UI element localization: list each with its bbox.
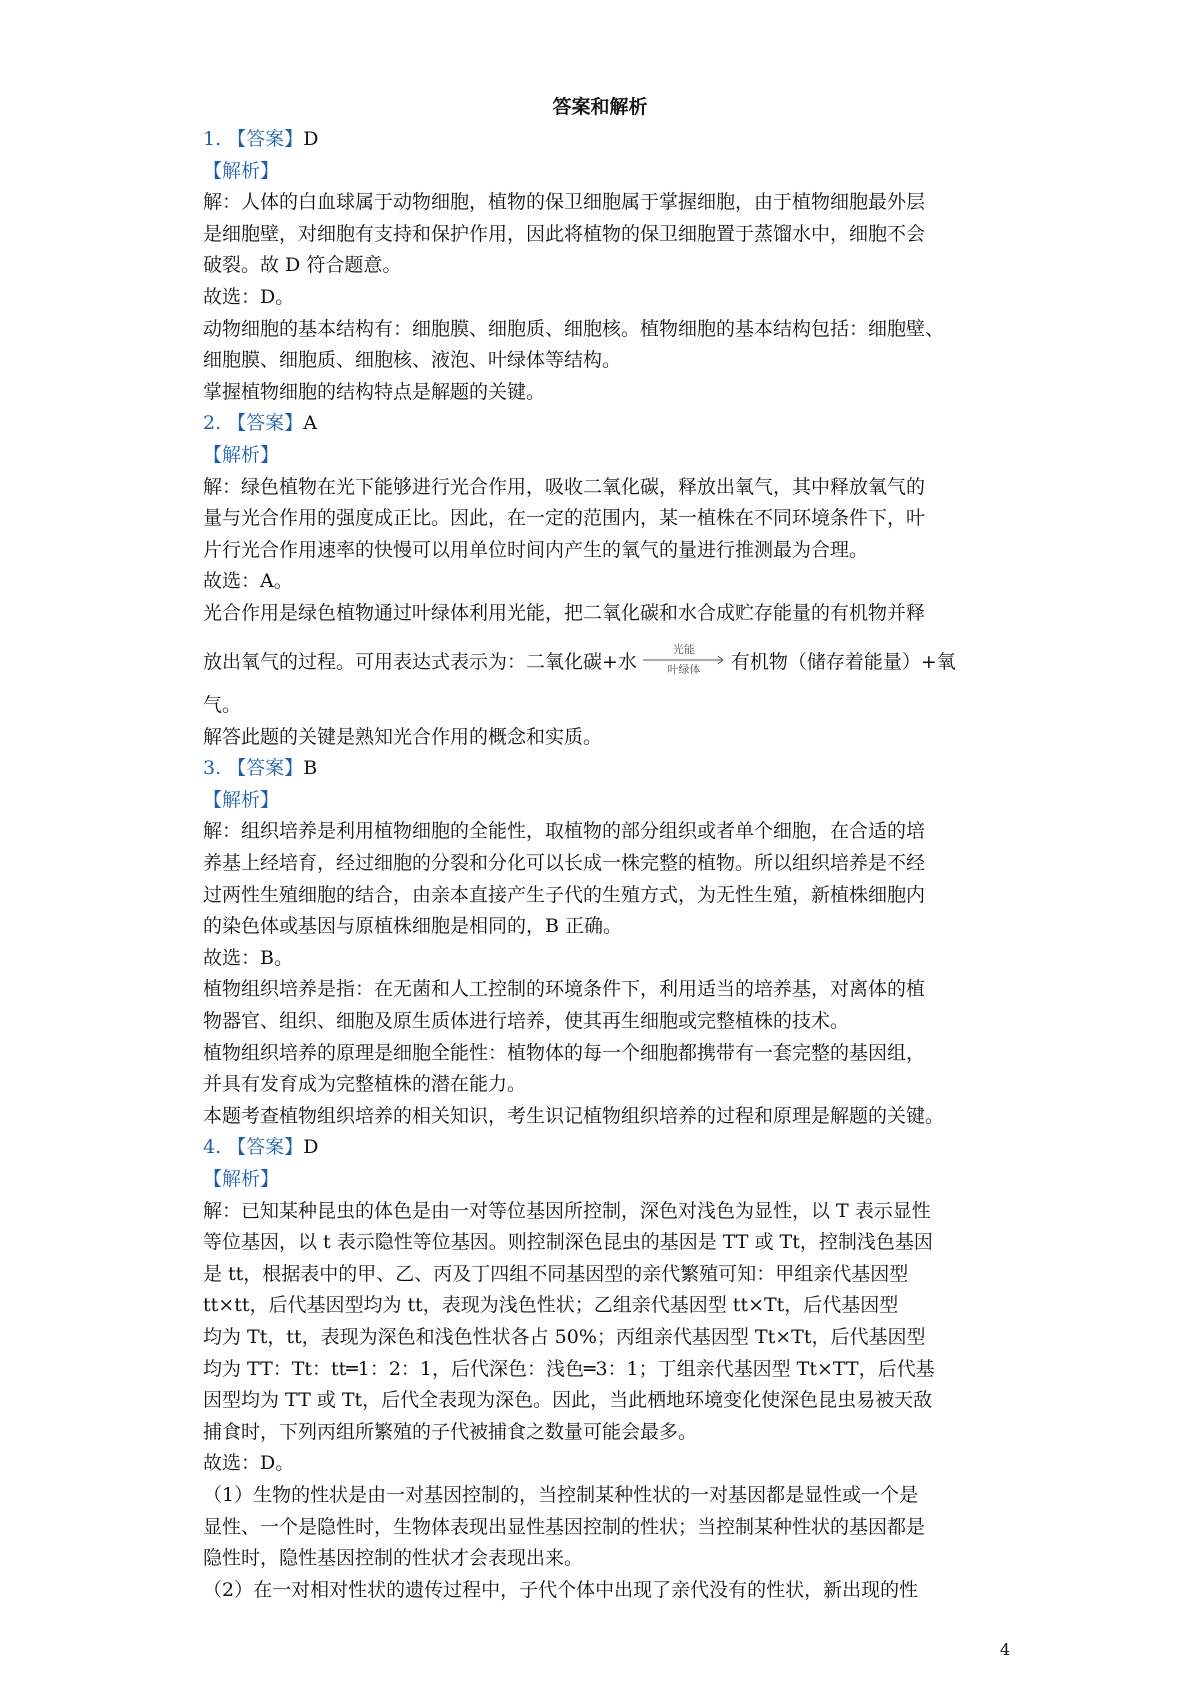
answer-line bbox=[203, 753, 1023, 785]
text-line: 均为 TT：Tt：tt═1：2：1，后代深色：浅色═3：1；丁组亲代基因型 Tt×TT，后代基 bbox=[203, 1357, 935, 1380]
text-line: （1）生物的性状是由一对基因控制的，当控制某种性状的一对基因都是显性或一个是 bbox=[203, 1483, 919, 1506]
spacer bbox=[203, 630, 1023, 642]
text-line: 因型均为 TT 或 Tt，后代全表现为深色。因此，当此栖地环境变化使深色昆虫易被天敌 bbox=[203, 1389, 933, 1412]
answer-line bbox=[203, 1132, 1023, 1164]
page-number: 4 bbox=[1000, 1640, 1011, 1659]
text-line: 并具有发育成为完整植株的潜在能力。 bbox=[203, 1073, 527, 1096]
text-line: 本题考查植物组织培养的相关知识，考生识记植物组织培养的过程和原理是解题的关键。 bbox=[203, 1104, 945, 1127]
question-4 bbox=[203, 1132, 1023, 1606]
answer-tag: 【答案】 bbox=[227, 412, 304, 435]
text-line: 故选：D。 bbox=[203, 1452, 295, 1475]
formula-line bbox=[203, 642, 1023, 679]
text-line: 掌握植物细胞的结构特点是解题的关键。 bbox=[203, 380, 546, 403]
analysis-tag: 【解析】 bbox=[203, 788, 280, 811]
question-3 bbox=[203, 753, 1023, 1132]
text-line: 解：组织培养是利用植物细胞的全能性，取植物的部分组织或者单个细胞，在合适的培 bbox=[203, 820, 926, 843]
text-line: 破裂。故 D 符合题意。 bbox=[203, 254, 402, 277]
text-line: 细胞膜、细胞质、细胞核、液泡、叶绿体等结构。 bbox=[203, 349, 622, 372]
text-line: 植物组织培养是指：在无菌和人工控制的环境条件下，利用适当的培养基，对离体的植 bbox=[203, 978, 926, 1001]
answer-section bbox=[203, 124, 1023, 1606]
text-line: 过两性生殖细胞的结合，由亲本直接产生子代的生殖方式，为无性生殖，新植株细胞内 bbox=[203, 883, 926, 906]
text-line: 显性、一个是隐性时，生物体表现出显性基因控制的性状；当控制某种性状的基因都是 bbox=[203, 1515, 926, 1538]
question-1 bbox=[203, 124, 1023, 408]
question-number: 3. bbox=[203, 757, 228, 780]
question-number: 2. bbox=[203, 412, 228, 435]
question-number: 1. bbox=[203, 128, 228, 150]
text-line: 故选：B。 bbox=[203, 946, 293, 969]
text-line: 量与光合作用的强度成正比。因此，在一定的范围内，某一植株在不同环境条件下，叶 bbox=[203, 507, 926, 530]
text-line: 捕食时，下列丙组所繁殖的子代被捕食之数量可能会最多。 bbox=[203, 1420, 698, 1443]
text-line: 解：人体的白血球属于动物细胞，植物的保卫细胞属于掌握细胞，由于植物细胞最外层 bbox=[203, 191, 926, 214]
text-line: （2）在一对相对性状的遗传过程中，子代个体中出现了亲代没有的性状，新出现的性 bbox=[203, 1578, 919, 1601]
formula-prefix: 放出氧气的过程。可用表达式表示为：二氧化碳+水 bbox=[203, 650, 637, 673]
text-line: 均为 Tt，tt，表现为深色和浅色性状各占 50%；丙组亲代基因型 Tt×Tt，后代基因型 bbox=[203, 1325, 926, 1348]
answer-line bbox=[203, 408, 1023, 440]
formula-suffix: 有机物（储存着能量）+氧 bbox=[730, 650, 956, 673]
text-line: 等位基因，以 t 表示隐性等位基因。则控制深色昆虫的基因是 TT 或 Tt，控制浅色基因 bbox=[203, 1231, 933, 1254]
text-line: 解答此题的关键是熟知光合作用的概念和实质。 bbox=[203, 725, 603, 748]
answer-tag: 【答案】 bbox=[227, 128, 304, 150]
text-line: tt×tt，后代基因型均为 tt，表现为浅色性状；乙组亲代基因型 tt×Tt，后代基因型 bbox=[203, 1294, 899, 1317]
analysis-tag: 【解析】 bbox=[203, 443, 280, 466]
text-line: 隐性时，隐性基因控制的性状才会表现出来。 bbox=[203, 1547, 584, 1570]
reaction-arrow bbox=[641, 642, 727, 678]
text-line: 植物组织培养的原理是细胞全能性：植物体的每一个细胞都携带有一套完整的基因组， bbox=[203, 1041, 926, 1064]
analysis-tag: 【解析】 bbox=[203, 159, 280, 182]
question-number: 4. bbox=[203, 1136, 228, 1159]
text-line: 是 tt，根据表中的甲、乙、丙及丁四组不同基因型的亲代繁殖可知：甲组亲代基因型 bbox=[203, 1262, 909, 1285]
text-line: 气。 bbox=[203, 694, 242, 717]
text-line: 是细胞壁，对细胞有支持和保护作用，因此将植物的保卫细胞置于蒸馏水中，细胞不会 bbox=[203, 222, 926, 245]
text-line: 物器官、组织、细胞及原生质体进行培养，使其再生细胞或完整植株的技术。 bbox=[203, 1010, 850, 1033]
answer-value: D bbox=[303, 1136, 319, 1159]
text-line: 光合作用是绿色植物通过叶绿体利用光能，把二氧化碳和水合成贮存能量的有机物并释 bbox=[203, 601, 926, 624]
arrow-condition-bottom: 叶绿体 bbox=[667, 662, 701, 676]
text-line: 解：绿色植物在光下能够进行光合作用，吸收二氧化碳，释放出氧气，其中释放氧气的 bbox=[203, 475, 926, 498]
text-line: 养基上经培育，经过细胞的分裂和分化可以长成一株完整的植物。所以组织培养是不经 bbox=[203, 852, 926, 875]
page-title: 答案和解析 bbox=[552, 96, 648, 118]
spacer bbox=[203, 678, 1023, 690]
question-2 bbox=[203, 408, 1023, 753]
text-line: 的染色体或基因与原植株细胞是相同的，B 正确。 bbox=[203, 915, 623, 938]
answer-value: B bbox=[303, 757, 318, 780]
text-line: 故选：D。 bbox=[203, 285, 295, 308]
analysis-tag: 【解析】 bbox=[203, 1168, 280, 1190]
text-line: 片行光合作用速率的快慢可以用单位时间内产生的氧气的量进行推测最为合理。 bbox=[203, 538, 869, 561]
answer-value: A bbox=[303, 412, 317, 435]
text-line: 动物细胞的基本结构有：细胞膜、细胞质、细胞核。植物细胞的基本结构包括：细胞壁、 bbox=[203, 317, 945, 340]
arrow-condition-top: 光能 bbox=[672, 642, 695, 656]
answer-value: D bbox=[303, 128, 319, 150]
answer-tag: 【答案】 bbox=[227, 1136, 304, 1159]
answer-line bbox=[203, 124, 1023, 156]
text-line: 解：已知某种昆虫的体色是由一对等位基因所控制，深色对浅色为显性，以 T 表示显性 bbox=[203, 1199, 931, 1222]
text-line: 故选：A。 bbox=[203, 570, 293, 593]
answer-tag: 【答案】 bbox=[227, 757, 304, 780]
